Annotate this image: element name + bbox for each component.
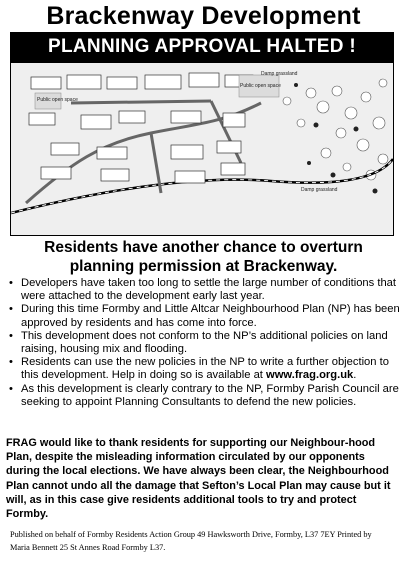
map-label: Damp grassland <box>301 187 338 193</box>
site-plan-map <box>10 62 394 236</box>
website-link[interactable]: www.frag.org.uk <box>266 369 354 382</box>
thanks-paragraph: FRAG would like to thank residents for supporting our Neighbour-hood Plan, despite the misleading information circulated by our opponents during the local elections. We have always been clear, the Neighbourhood Plan cannot undo all the damage that Sefton’s Local Plan may cause but it will, as in this case give residents additional tools to try and protect Formby. <box>6 437 391 521</box>
subheading-line: planning permission at Brackenway. <box>69 258 338 275</box>
list-item: • During this time Formby and Little Altcar Neighbourhood Plan (NP) has been approved by residents and has come into force. <box>9 303 400 329</box>
document-title: Brackenway Development <box>46 2 361 30</box>
bullet-list <box>8 277 400 409</box>
map-label: Damp grassland <box>261 71 298 77</box>
list-item: • Residents can use the new policies in the NP to write a further objection to this development. Help in doing so is available at www.frag.org.uk. <box>9 356 389 382</box>
bullet-icon: • <box>9 382 13 395</box>
bullet-icon: • <box>9 329 13 342</box>
bullet-icon: • <box>9 277 13 289</box>
headline-banner: PLANNING APPROVAL HALTED ! <box>10 32 394 62</box>
map-label: Public open space <box>37 97 78 103</box>
subheading-line: Residents have another chance to overturn <box>44 239 363 256</box>
bullet-icon: • <box>9 356 13 369</box>
list-item: • This development does not conform to the NP’s additional policies on land raising, housing mix and flooding. <box>9 329 388 356</box>
subheading <box>0 238 407 276</box>
list-item: • As this development is clearly contrary to the NP, Formby Parish Council are seeking to appoint Planning Consultants to defend the new policies. <box>9 382 399 408</box>
list-item: • Developers have taken too long to settle the large number of conditions that were attached to the development early last year. <box>9 277 397 303</box>
bullet-icon: • <box>9 303 13 316</box>
map-label: Public open space <box>240 83 281 89</box>
imprint: Published on behalf of Formby Residents Action Group 49 Hawksworth Drive, Formby, L37 7EY Printed by Maria Bennett 25 St Annes Road Formby L37. <box>10 530 372 552</box>
